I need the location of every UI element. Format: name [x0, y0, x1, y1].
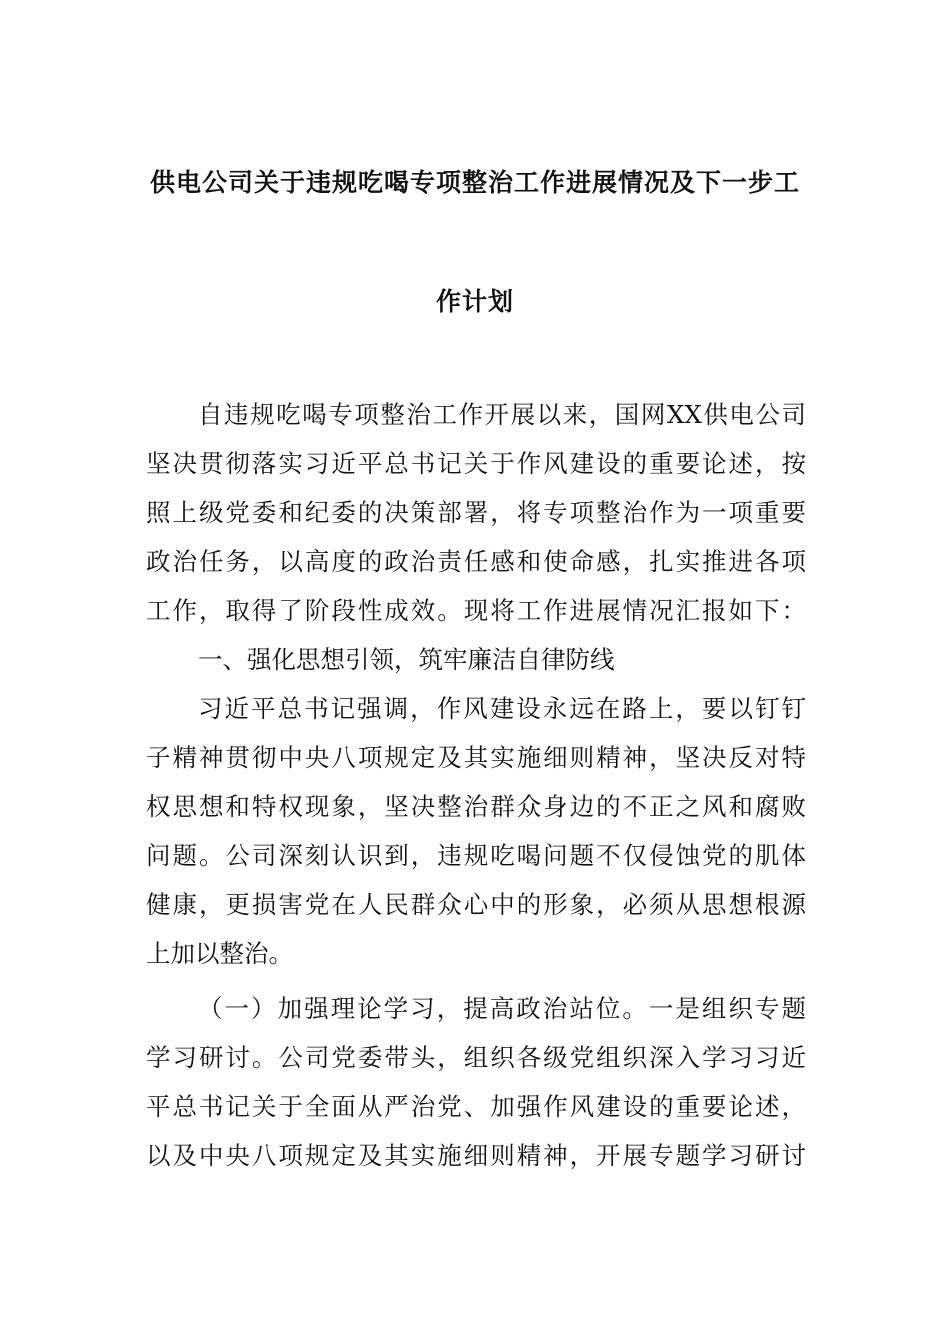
paragraph-3-line-1: （一）加强理论学习，提高政治站位。一是组织专题	[198, 994, 806, 1023]
paragraph-1-line-3: 照上级党委和纪委的决策部署，将专项整治作为一项重要	[146, 498, 806, 527]
paragraph-3-line-2: 学习研讨。公司党委带头，组织各级党组织深入学习习近	[146, 1043, 806, 1072]
document-title-line-2: 作计划	[435, 287, 514, 316]
paragraph-3-line-4: 以及中央八项规定及其实施细则精神，开展专题学习研讨	[146, 1141, 806, 1170]
paragraph-2-line-3: 权思想和特权现象，坚决整治群众身边的不正之风和腐败	[146, 792, 806, 821]
paragraph-1-line-5: 工作，取得了阶段性成效。现将工作进展情况汇报如下：	[146, 596, 806, 625]
paragraph-2-line-2: 子精神贯彻中央八项规定及其实施细则精神，坚决反对特	[146, 743, 806, 772]
paragraph-1-line-2: 坚决贯彻落实习近平总书记关于作风建设的重要论述，按	[146, 449, 806, 478]
paragraph-2-line-4: 问题。公司深刻认识到，违规吃喝问题不仅侵蚀党的肌体	[146, 841, 806, 870]
paragraph-1-line-4: 政治任务，以高度的政治责任感和使命感，扎实推进各项	[146, 547, 806, 576]
paragraph-3-line-3: 平总书记关于全面从严治党、加强作风建设的重要论述，	[146, 1092, 806, 1121]
paragraph-1-line-1: 自违规吃喝专项整治工作开展以来，国网XX供电公司	[198, 400, 806, 429]
section-heading-1: 一、强化思想引领，筑牢廉洁自律防线	[198, 645, 615, 674]
paragraph-2-line-5: 健康，更损害党在人民群众心中的形象，必须从思想根源	[146, 890, 806, 919]
document-title-line-1: 供电公司关于违规吃喝专项整治工作进展情况及下一步工	[149, 168, 800, 197]
paragraph-2-line-6: 上加以整治。	[146, 939, 293, 968]
paragraph-2-line-1: 习近平总书记强调，作风建设永远在路上，要以钉钉	[198, 694, 806, 723]
